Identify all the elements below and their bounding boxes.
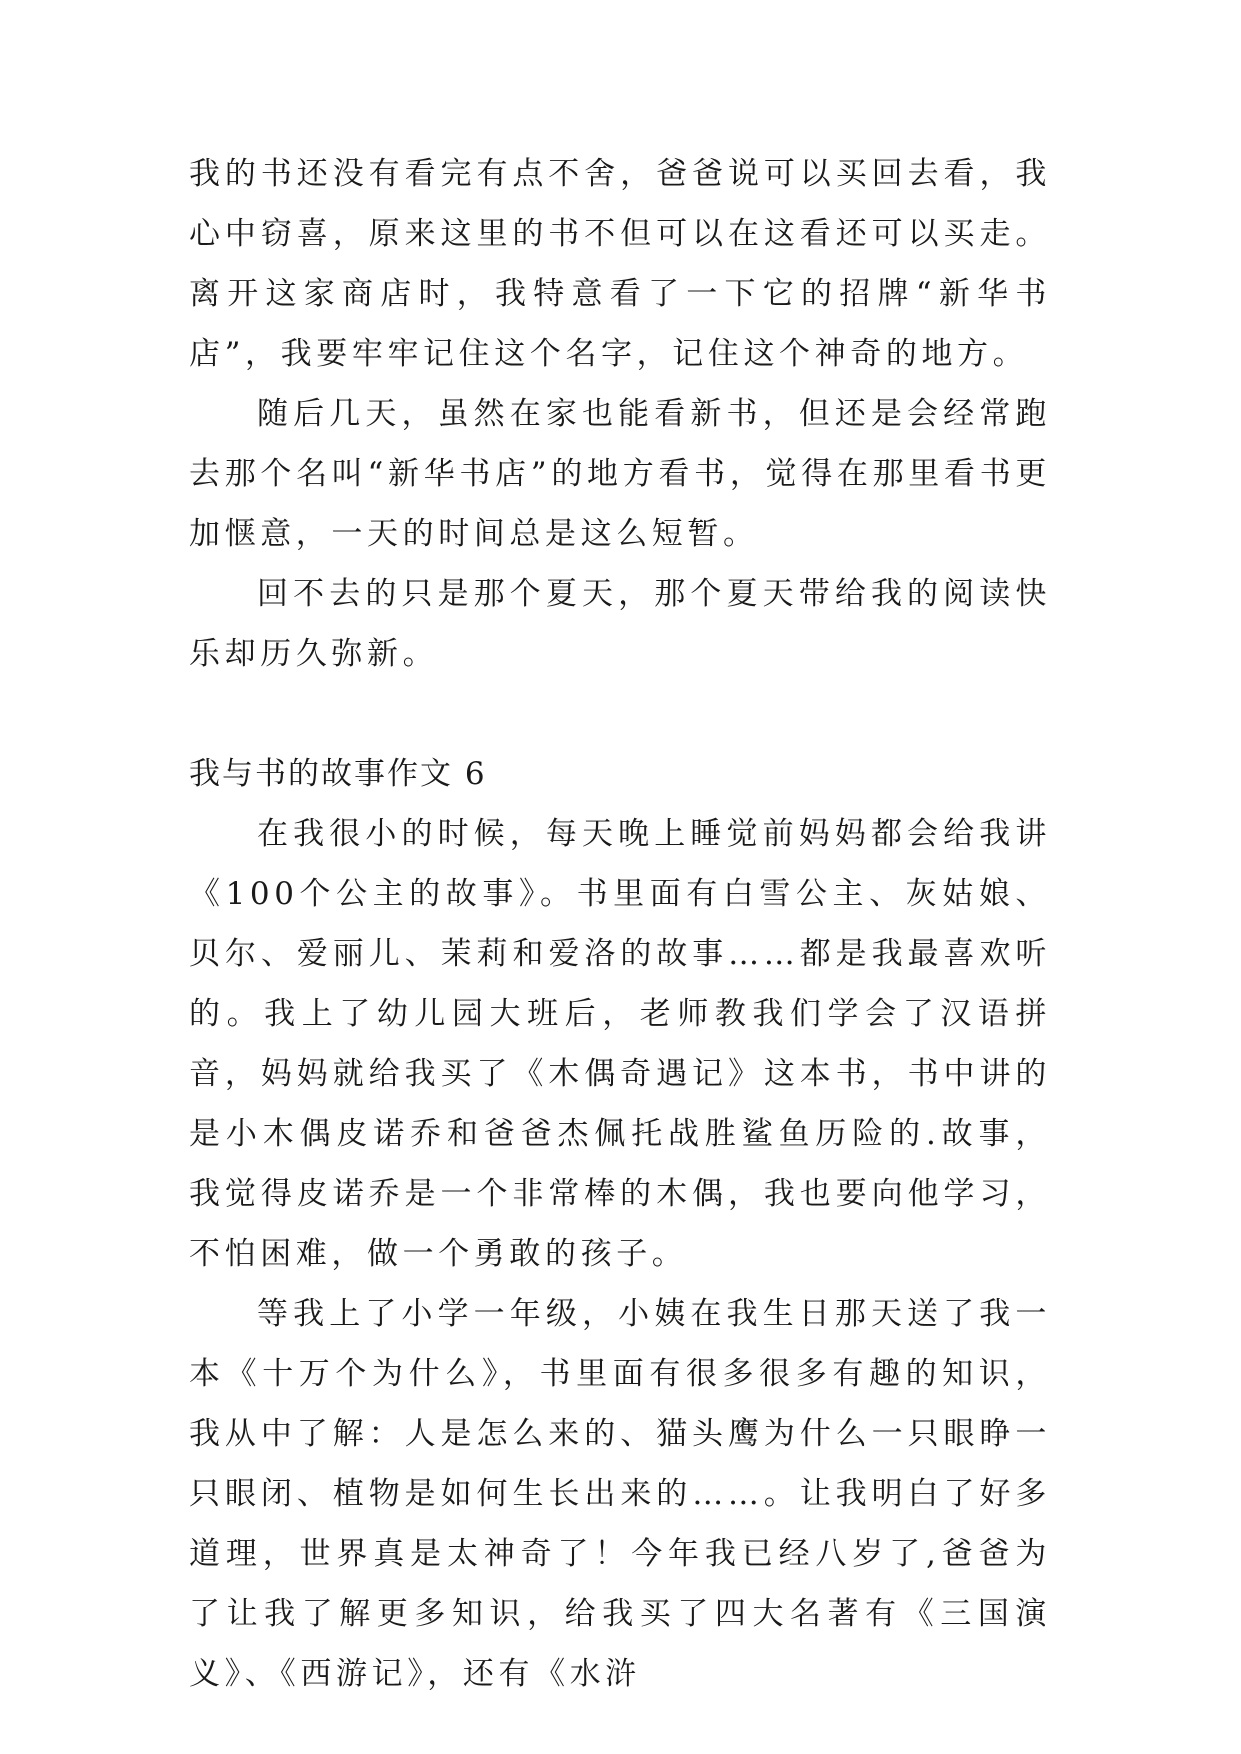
section-b [189, 744, 1051, 1704]
paragraph: 回不去的只是那个夏天，那个夏天带给我的阅读快乐却历久弥新。 [189, 576, 1051, 672]
article-title: 我与书的故事作文 6 [189, 756, 487, 792]
paragraph: 我的书还没有看完有点不舍，爸爸说可以买回去看，我心中窃喜，原来这里的书不但可以在这看还可以买走。离开这家商店时，我特意看了一下它的招牌“新华书店”，我要牢牢记住这个名字，记住这个神奇的地方。 [189, 156, 1051, 372]
paragraph: 等我上了小学一年级，小姨在我生日那天送了我一本《十万个为什么》，书里面有很多很多有趣的知识，我从中了解：人是怎么来的、猫头鹰为什么一只眼睁一只眼闭、植物是如何生长出来的……。让我明白了好多道理，世界真是太神奇了！今年我已经八岁了,爸爸为了让我了解更多知识，给我买了四大名著有《三国演义》、《西游记》，还有《水浒 [189, 1296, 1051, 1692]
section-a [189, 144, 1051, 684]
paragraph: 随后几天，虽然在家也能看新书，但还是会经常跑去那个名叫“新华书店”的地方看书，觉得在那里看书更加惬意，一天的时间总是这么短暂。 [189, 396, 1051, 552]
paragraph: 在我很小的时候，每天晚上睡觉前妈妈都会给我讲《100个公主的故事》。书里面有白雪公主、灰姑娘、贝尔、爱丽儿、茉莉和爱洛的故事……都是我最喜欢听的。我上了幼儿园大班后，老师教我们学会了汉语拼音，妈妈就给我买了《木偶奇遇记》这本书，书中讲的是小木偶皮诺乔和爸爸杰佩托战胜鲨鱼历险的.故事，我觉得皮诺乔是一个非常棒的木偶，我也要向他学习，不怕困难，做一个勇敢的孩子。 [189, 816, 1051, 1272]
